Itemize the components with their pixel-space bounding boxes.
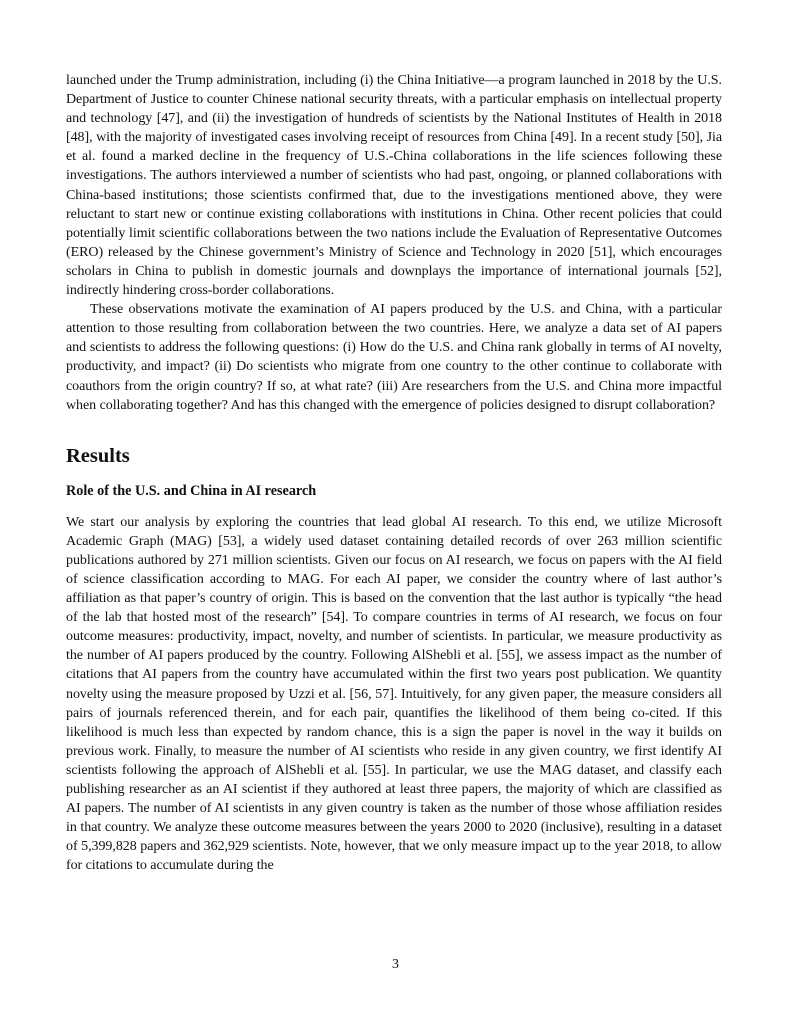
body-paragraph-continuation: launched under the Trump administration, including (i) the China Initiative—a program launched in 2018 by the U.S. Department of Justice to counter Chinese national security threats, with a particular emphasis on intellectual property and technology [47], and (ii) the investigation of hundreds of scientists by the National Institutes of Health in 2018 [48], with the majority of investigated cases involving receipt of resources from China [49]. In a recent study [50], Jia et al. found a marked decline in the frequency of U.S.-China collaborations in the life sciences following these investigations. The authors interviewed a number of scientists who had past, ongoing, or planned collaborations with China-based institutions; those scientists confirmed that, due to the investigations mentioned above, they were reluctant to start new or continue existing collaborations with institutions in China. Other recent policies that could potentially limit scientific collaborations between the two nations include the Evaluation of Representative Outcomes (ERO) released by the Chinese government’s Ministry of Science and Technology in 2020 [51], which encourages scholars in China to publish in domestic journals and downplays the importance of international journals [52], indirectly hindering cross-border collaborations. <box>66 73 722 299</box>
body-paragraph-analysis: We start our analysis by exploring the countries that lead global AI research. To this end, we utilize Microsoft Academic Graph (MAG) [53], a widely used dataset containing detailed records of over 263 million scientific publications authored by 271 million scientists. Given our focus on AI research, we focus on papers with the AI field of science classification according to MAG. For each AI paper, we consider the country where of last author’s affiliation as that paper’s country of origin. This is based on the convention that the last author is typically “the head of the lab that hosted most of the research” [54]. To compare countries in terms of AI research, we focus on four outcome measures: productivity, impact, novelty, and number of scientists. In particular, we measure productivity as the number of AI papers produced by the country. Following AlShebli et al. [55], we assess impact as the number of citations that AI papers from the country have accumulated within the first two years post publication. We quantity novelty using the measure proposed by Uzzi et al. [56, 57]. Intuitively, for any given paper, the measure considers all pairs of journals referenced therein, and for each pair, quantifies the likelihood of them being co-cited. If this likelihood is much less than expected by random chance, this is a sign the paper is novel in the way it builds on previous work. Finally, to measure the number of AI scientists who reside in any given country, we first identify AI scientists following the approach of AlShebli et al. [55]. In particular, we use the MAG dataset, and classify each publishing researcher as an AI scientist if they authored at least three papers, the majority of which are classified as AI papers. The number of AI scientists in any given country is taken as the number of those whose affiliation resides in that country. We analyze these outcome measures between the years 2000 to 2020 (inclusive), resulting in a dataset of 5,399,828 papers and 362,929 scientists. Note, however, that we only measure impact up to the year 2018, to allow for citations to accumulate during the <box>66 514 722 874</box>
subsection-title-role: Role of the U.S. and China in AI research <box>66 482 317 499</box>
page-number: 3 <box>392 957 399 972</box>
page-body <box>66 71 722 875</box>
body-paragraph-motivation: These observations motivate the examination of AI papers produced by the U.S. and China, with a particular attention to those resulting from collaboration between the two countries. Here, we analyze a data set of AI papers and scientists to address the following questions: (i) How do the U.S. and China rank globally in terms of AI novelty, productivity, and impact? (ii) Do scientists who migrate from one country to the other continue to collaborate with coauthors from the origin country? If so, at what rate? (iii) Are researchers from the U.S. and China more impactful when collaborating together? And has this changed with the emergence of policies designed to disrupt collaboration? <box>66 302 722 413</box>
section-title-results: Results <box>66 444 130 467</box>
